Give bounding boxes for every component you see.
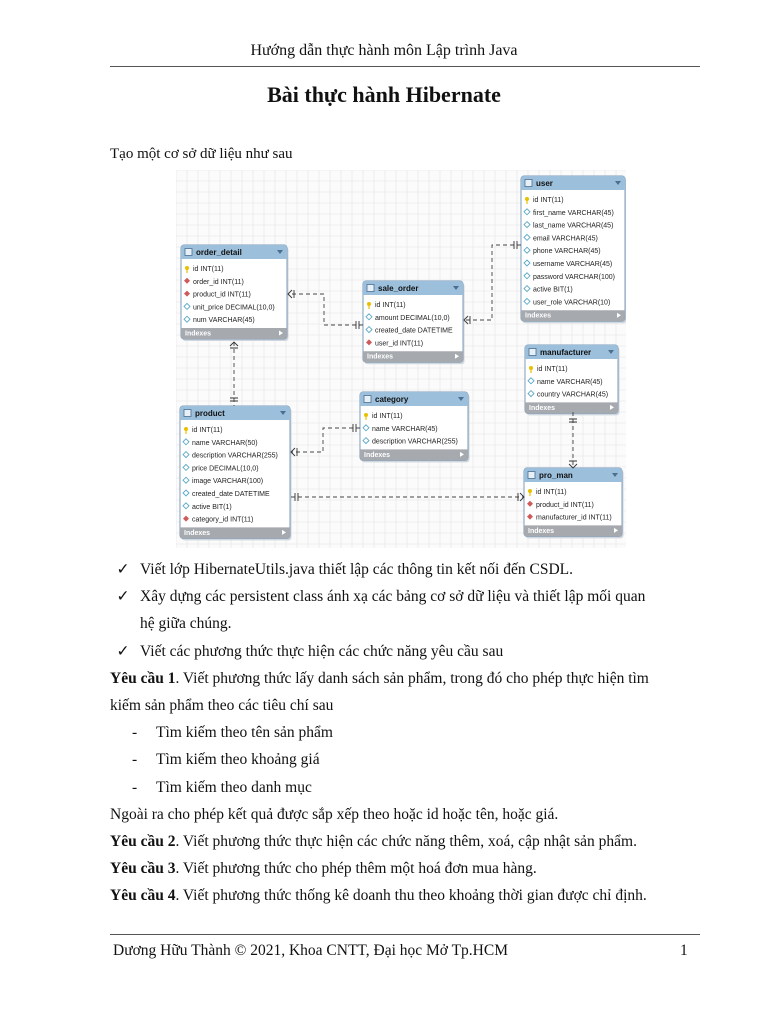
page-title: Bài thực hành Hibernate	[267, 82, 501, 107]
requirement-4: Yêu cầu 4. Viết phương thức thống kê doanh thu theo khoảng thời gian được chỉ định.	[110, 887, 647, 905]
indexes-label: Indexes	[528, 527, 555, 535]
column-row: phone VARCHAR(45)	[533, 248, 601, 256]
table-title: order_detail	[196, 248, 242, 257]
column-row: id INT(11)	[533, 197, 564, 204]
column-row: category_id INT(11)	[192, 516, 254, 524]
column-row: id INT(11)	[375, 302, 406, 309]
indexes-label: Indexes	[184, 529, 211, 537]
table-user	[521, 176, 626, 323]
table-icon	[185, 249, 192, 256]
table-order-detail	[181, 245, 289, 341]
table-sale-order	[363, 281, 465, 364]
sub-item: - Tìm kiếm theo tên sản phẩm	[110, 719, 700, 746]
table-title: manufacturer	[540, 348, 592, 357]
page-number: 1	[680, 942, 688, 959]
table-icon	[529, 349, 536, 356]
column-row: amount DECIMAL(10,0)	[375, 314, 450, 322]
column-row: id INT(11)	[537, 366, 568, 373]
bullet-item: ✓ Viết lớp HibernateUtils.java thiết lập các thông tin kết nối đến CSDL.	[110, 556, 700, 583]
column-row: id INT(11)	[193, 266, 224, 273]
dash-icon: -	[132, 778, 138, 796]
column-row: name VARCHAR(45)	[372, 425, 438, 433]
checkmark-icon: ✓	[116, 588, 130, 606]
indexes-label: Indexes	[367, 353, 394, 361]
column-row: product_id INT(11)	[536, 501, 594, 509]
column-row: product_id INT(11)	[193, 291, 251, 299]
table-icon	[525, 180, 532, 187]
table-icon	[184, 410, 191, 417]
column-row: description VARCHAR(255)	[372, 438, 458, 446]
column-row: created_date DATETIME	[192, 491, 270, 498]
column-row: email VARCHAR(45)	[533, 235, 598, 243]
requirement-1-cont: kiếm sản phẩm theo các tiêu chí sau	[110, 696, 334, 714]
column-row: id INT(11)	[192, 427, 223, 434]
column-row: username VARCHAR(45)	[533, 261, 613, 268]
intro-text: Tạo một cơ sở dữ liệu như sau	[110, 146, 293, 162]
header-rule	[110, 66, 700, 67]
column-row: created_date DATETIME	[375, 327, 453, 335]
requirement-3: Yêu cầu 3. Viết phương thức cho phép thêm một hoá đơn mua hàng.	[110, 860, 537, 878]
column-row: num VARCHAR(45)	[193, 317, 255, 325]
bullet-item: ✓ Xây dựng các persistent class ánh xạ các bảng cơ sở dữ liệu và thiết lập mối quan	[110, 583, 700, 610]
column-row: unit_price DECIMAL(10,0)	[193, 304, 275, 312]
requirement-2: Yêu cầu 2. Viết phương thức thực hiện các chức năng thêm, xoá, cập nhật sản phẩm.	[110, 832, 637, 850]
table-title: product	[195, 409, 225, 418]
column-row: country VARCHAR(45)	[537, 391, 609, 399]
column-row: password VARCHAR(100)	[533, 273, 615, 281]
table-title: pro_man	[539, 471, 573, 480]
indexes-label: Indexes	[185, 330, 212, 338]
checkmark-icon: ✓	[116, 561, 130, 578]
indexes-label: Indexes	[529, 404, 556, 412]
column-row: user_role VARCHAR(10)	[533, 299, 611, 307]
sort-note: Ngoài ra cho phép kết quả được sắp xếp theo hoặc id hoặc tên, hoặc giá.	[110, 805, 559, 823]
column-row: price DECIMAL(10,0)	[192, 465, 259, 473]
column-row: id INT(11)	[536, 489, 567, 496]
bullet-item: ✓ Viết các phương thức thực hiện các chức năng yêu cầu sau	[110, 638, 700, 665]
column-row: user_id INT(11)	[375, 340, 424, 348]
column-row: order_id INT(11)	[193, 278, 244, 286]
table-product	[180, 406, 292, 540]
dash-icon: -	[132, 751, 138, 769]
indexes-label: Indexes	[525, 312, 552, 320]
footer-rule	[110, 934, 700, 935]
footer-credit: Dương Hữu Thành © 2021, Khoa CNTT, Đại học Mở Tp.HCM	[113, 942, 508, 959]
table-icon	[364, 396, 371, 403]
table-title: user	[536, 179, 553, 188]
checkmark-icon: ✓	[116, 642, 130, 660]
indexes-label: Indexes	[364, 451, 391, 459]
column-row: active BIT(1)	[192, 503, 232, 511]
table-icon	[367, 285, 374, 292]
dash-icon: -	[132, 724, 138, 742]
column-row: image VARCHAR(100)	[192, 478, 264, 486]
column-row: last_name VARCHAR(45)	[533, 222, 614, 230]
bullet-continuation: hệ giữa chúng.	[140, 615, 232, 633]
column-row: manufacturer_id INT(11)	[536, 514, 612, 522]
table-title: sale_order	[378, 284, 419, 293]
column-row: name VARCHAR(45)	[537, 378, 603, 386]
table-manufacturer	[525, 345, 620, 415]
table-pro-man	[524, 468, 624, 538]
column-row: id INT(11)	[372, 413, 403, 420]
column-row: first_name VARCHAR(45)	[533, 209, 614, 217]
requirements-body	[110, 556, 700, 909]
column-row: name VARCHAR(50)	[192, 439, 258, 447]
column-row: description VARCHAR(255)	[192, 452, 278, 460]
table-icon	[528, 472, 535, 479]
er-diagram	[176, 170, 626, 548]
column-row: active BIT(1)	[533, 286, 573, 294]
sub-item: - Tìm kiếm theo danh mục	[110, 774, 700, 801]
sub-item: - Tìm kiếm theo khoảng giá	[110, 746, 700, 773]
table-category	[360, 392, 470, 462]
running-header: Hướng dẫn thực hành môn Lập trình Java	[250, 42, 518, 59]
requirement-1: Yêu cầu 1. Viết phương thức lấy danh sách sản phẩm, trong đó cho phép thực hiện tìm	[110, 669, 649, 687]
table-title: category	[375, 395, 409, 404]
